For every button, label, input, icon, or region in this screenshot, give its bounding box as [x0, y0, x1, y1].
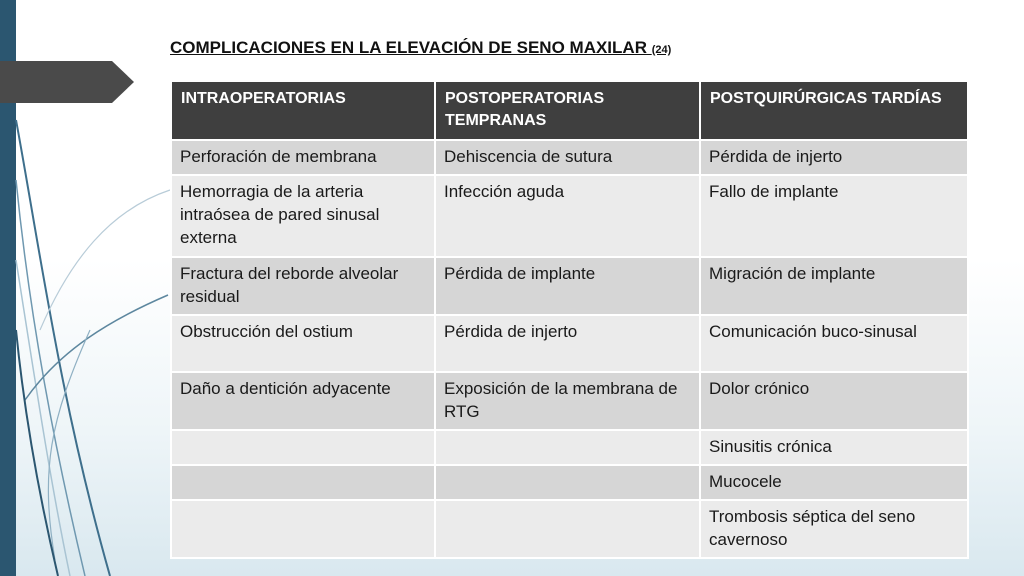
title-arrow-tab: [0, 61, 134, 103]
table-cell: Migración de implante: [700, 257, 968, 315]
table-cell: Dehiscencia de sutura: [435, 140, 700, 175]
page-title: [170, 38, 671, 58]
table-cell: Dolor crónico: [700, 372, 968, 430]
table-cell: [171, 465, 435, 500]
table-row: [171, 372, 968, 430]
table-row: [171, 140, 968, 175]
table-cell: [435, 430, 700, 465]
table-cell: [171, 500, 435, 558]
table-cell: [435, 500, 700, 558]
table-cell: Hemorragia de la arteria intraósea de pared sinusal externa: [171, 175, 435, 257]
table-cell: Infección aguda: [435, 175, 700, 257]
table-row: [171, 500, 968, 558]
table-cell: Pérdida de implante: [435, 257, 700, 315]
table-row: [171, 175, 968, 257]
table-cell: Daño a dentición adyacente: [171, 372, 435, 430]
table-row: [171, 430, 968, 465]
header-postoperatorias-tempranas: POSTOPERATORIAS TEMPRANAS: [435, 81, 700, 140]
title-text: COMPLICACIONES EN LA ELEVACIÓN DE SENO MAXILAR: [170, 38, 647, 57]
table-cell: Comunicación buco-sinusal: [700, 315, 968, 372]
complications-table: [170, 80, 969, 559]
table-header-row: [171, 81, 968, 140]
title-reference: (24): [651, 44, 672, 56]
table-row: [171, 465, 968, 500]
table-cell: Pérdida de injerto: [435, 315, 700, 372]
header-intraoperatorias: INTRAOPERATORIAS: [171, 81, 435, 140]
table-row: [171, 257, 968, 315]
table-cell: [171, 430, 435, 465]
table-cell: Mucocele: [700, 465, 968, 500]
header-postquirurgicas-tardias: POSTQUIRÚRGICAS TARDÍAS: [700, 81, 968, 140]
table-cell: Fallo de implante: [700, 175, 968, 257]
table-cell: Sinusitis crónica: [700, 430, 968, 465]
table-cell: Pérdida de injerto: [700, 140, 968, 175]
table-cell: Fractura del reborde alveolar residual: [171, 257, 435, 315]
table-cell: [435, 465, 700, 500]
table-cell: Exposición de la membrana de RTG: [435, 372, 700, 430]
table-cell: Trombosis séptica del seno cavernoso: [700, 500, 968, 558]
table-cell: Perforación de membrana: [171, 140, 435, 175]
table-row: [171, 315, 968, 372]
table-cell: Obstrucción del ostium: [171, 315, 435, 372]
